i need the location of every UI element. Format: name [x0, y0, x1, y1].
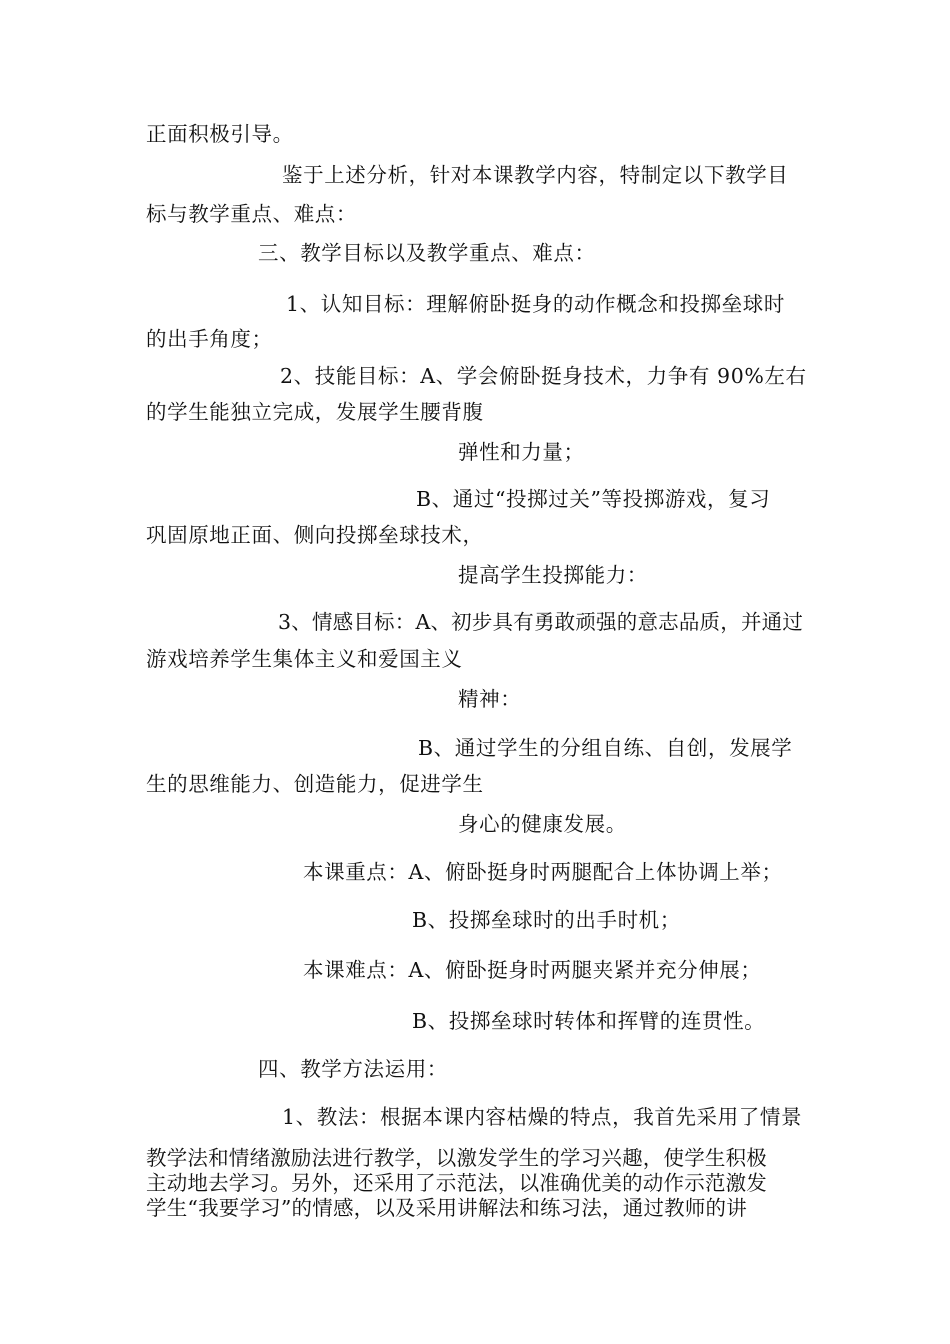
text-line: 主动地去学习。另外，还采用了示范法，以准确优美的动作示范激发: [146, 1171, 767, 1195]
text-line: 本课重点：A、俯卧挺身时两腿配合上体协调上举；: [303, 860, 783, 884]
text-line: 本课难点：A、俯卧挺身时两腿夹紧并充分伸展；: [303, 958, 762, 982]
text-line: 身心的健康发展。: [458, 812, 627, 836]
text-line: 教学法和情绪激励法进行教学，以激发学生的学习兴趣，使学生积极: [146, 1146, 767, 1170]
section-heading: 四、教学方法运用：: [258, 1057, 448, 1081]
section-heading: 三、教学目标以及教学重点、难点：: [258, 241, 596, 265]
text-line: 弹性和力量；: [458, 440, 585, 464]
text-line: 标与教学重点、难点：: [146, 202, 357, 226]
text-line: B、通过“投掷过关”等投掷游戏，复习: [416, 487, 771, 511]
text-line: 学生“我要学习”的情感，以及采用讲解法和练习法，通过教师的讲: [146, 1196, 747, 1220]
text-line: 3、情感目标：A、初步具有勇敢顽强的意志品质，并通过: [278, 610, 804, 634]
text-line: 的学生能独立完成，发展学生腰背腹: [146, 400, 484, 424]
text-line: B、投掷垒球时转体和挥臂的连贯性。: [412, 1009, 766, 1033]
text-line: 生的思维能力、创造能力，促进学生: [146, 772, 484, 796]
text-line: 的出手角度；: [146, 327, 273, 351]
text-line: 1、认知目标：理解俯卧挺身的动作概念和投掷垒球时: [286, 292, 785, 316]
text-line: 游戏培养学生集体主义和爱国主义: [146, 647, 463, 671]
text-line: 2、技能目标：A、学会俯卧挺身技术，力争有 90%左右: [280, 364, 807, 388]
text-line: 巩固原地正面、侧向投掷垒球技术，: [146, 523, 484, 547]
text-line: B、通过学生的分组自练、自创，发展学: [418, 736, 793, 760]
text-line: B、投掷垒球时的出手时机；: [412, 908, 681, 932]
text-line: 鉴于上述分析，针对本课教学内容，特制定以下教学目: [282, 163, 789, 187]
text-line: 正面积极引导。: [146, 122, 294, 146]
text-line: 提高学生投掷能力：: [458, 563, 648, 587]
text-line: 精神：: [458, 687, 522, 711]
text-line: 1、教法：根据本课内容枯燥的特点，我首先采用了情景: [282, 1105, 803, 1129]
